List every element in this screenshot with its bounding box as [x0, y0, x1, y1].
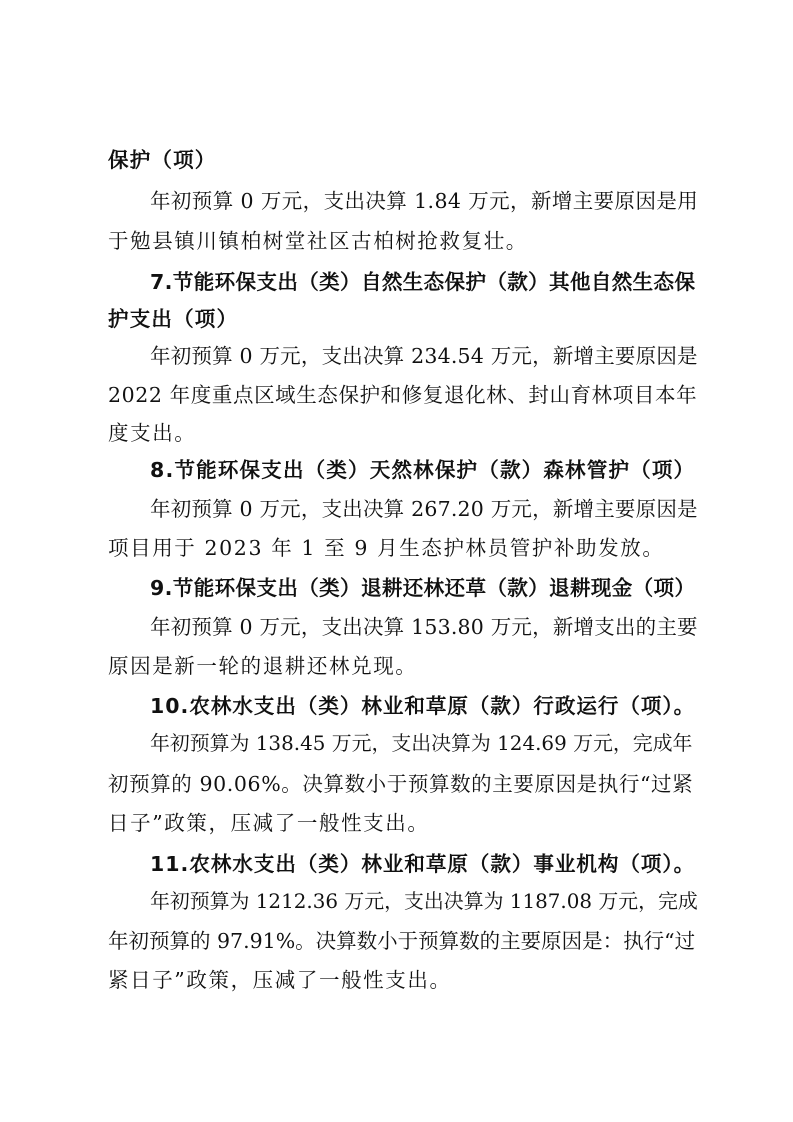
- paragraph-line: 年初预算 0 万元，支出决算 267.20 万元，新增主要原因是: [150, 497, 698, 521]
- paragraph-line: 初预算的 90.06%。决算数小于预算数的主要原因是执行“过紧: [108, 772, 694, 796]
- section-heading-11: 11.农林水支出（类）林业和草原（款）事业机构（项）。: [150, 852, 696, 876]
- paragraph-line: 2022 年度重点区域生态保护和修复退化林、封山育林项目本年: [108, 383, 698, 407]
- paragraph-line: 年初预算 0 万元，支出决算 234.54 万元，新增主要原因是: [150, 344, 698, 368]
- section-heading-7: 7.节能环保支出（类）自然生态保护（款）其他自然生态保: [150, 270, 696, 294]
- paragraph-line: 原因是新一轮的退耕还林兑现。: [108, 654, 418, 678]
- paragraph-line: 度支出。: [108, 421, 197, 445]
- paragraph-line: 于勉县镇川镇柏树堂社区古柏树抢救复壮。: [108, 229, 528, 253]
- heading-continuation: 保护（项）: [108, 148, 217, 172]
- paragraph-line: 年初预算 0 万元，支出决算 1.84 万元，新增主要原因是用: [150, 189, 699, 213]
- paragraph-line: 紧日子”政策，压减了一般性支出。: [108, 968, 452, 992]
- paragraph-line: 年初预算为 138.45 万元，支出决算为 124.69 万元，完成年: [150, 732, 693, 755]
- paragraph-line: 年初预算 0 万元，支出决算 153.80 万元，新增支出的主要: [150, 615, 698, 639]
- paragraph-line: 项目用于 2023 年 1 至 9 月生态护林员管护补助发放。: [108, 536, 665, 560]
- section-heading-7-cont: 护支出（项）: [108, 307, 239, 331]
- paragraph-line: 年初预算为 1212.36 万元，支出决算为 1187.08 万元，完成: [150, 890, 698, 913]
- paragraph-line: 日子”政策，压减了一般性支出。: [108, 811, 430, 835]
- section-heading-9: 9.节能环保支出（类）退耕还林还草（款）退耕现金（项）: [150, 576, 696, 600]
- paragraph-line: 年初预算的 97.91%。决算数小于预算数的主要原因是：执行“过: [108, 929, 696, 953]
- section-heading-8: 8.节能环保支出（类）天然林保护（款）森林管护（项）: [150, 458, 696, 482]
- section-heading-10: 10.农林水支出（类）林业和草原（款）行政运行（项）。: [150, 694, 696, 718]
